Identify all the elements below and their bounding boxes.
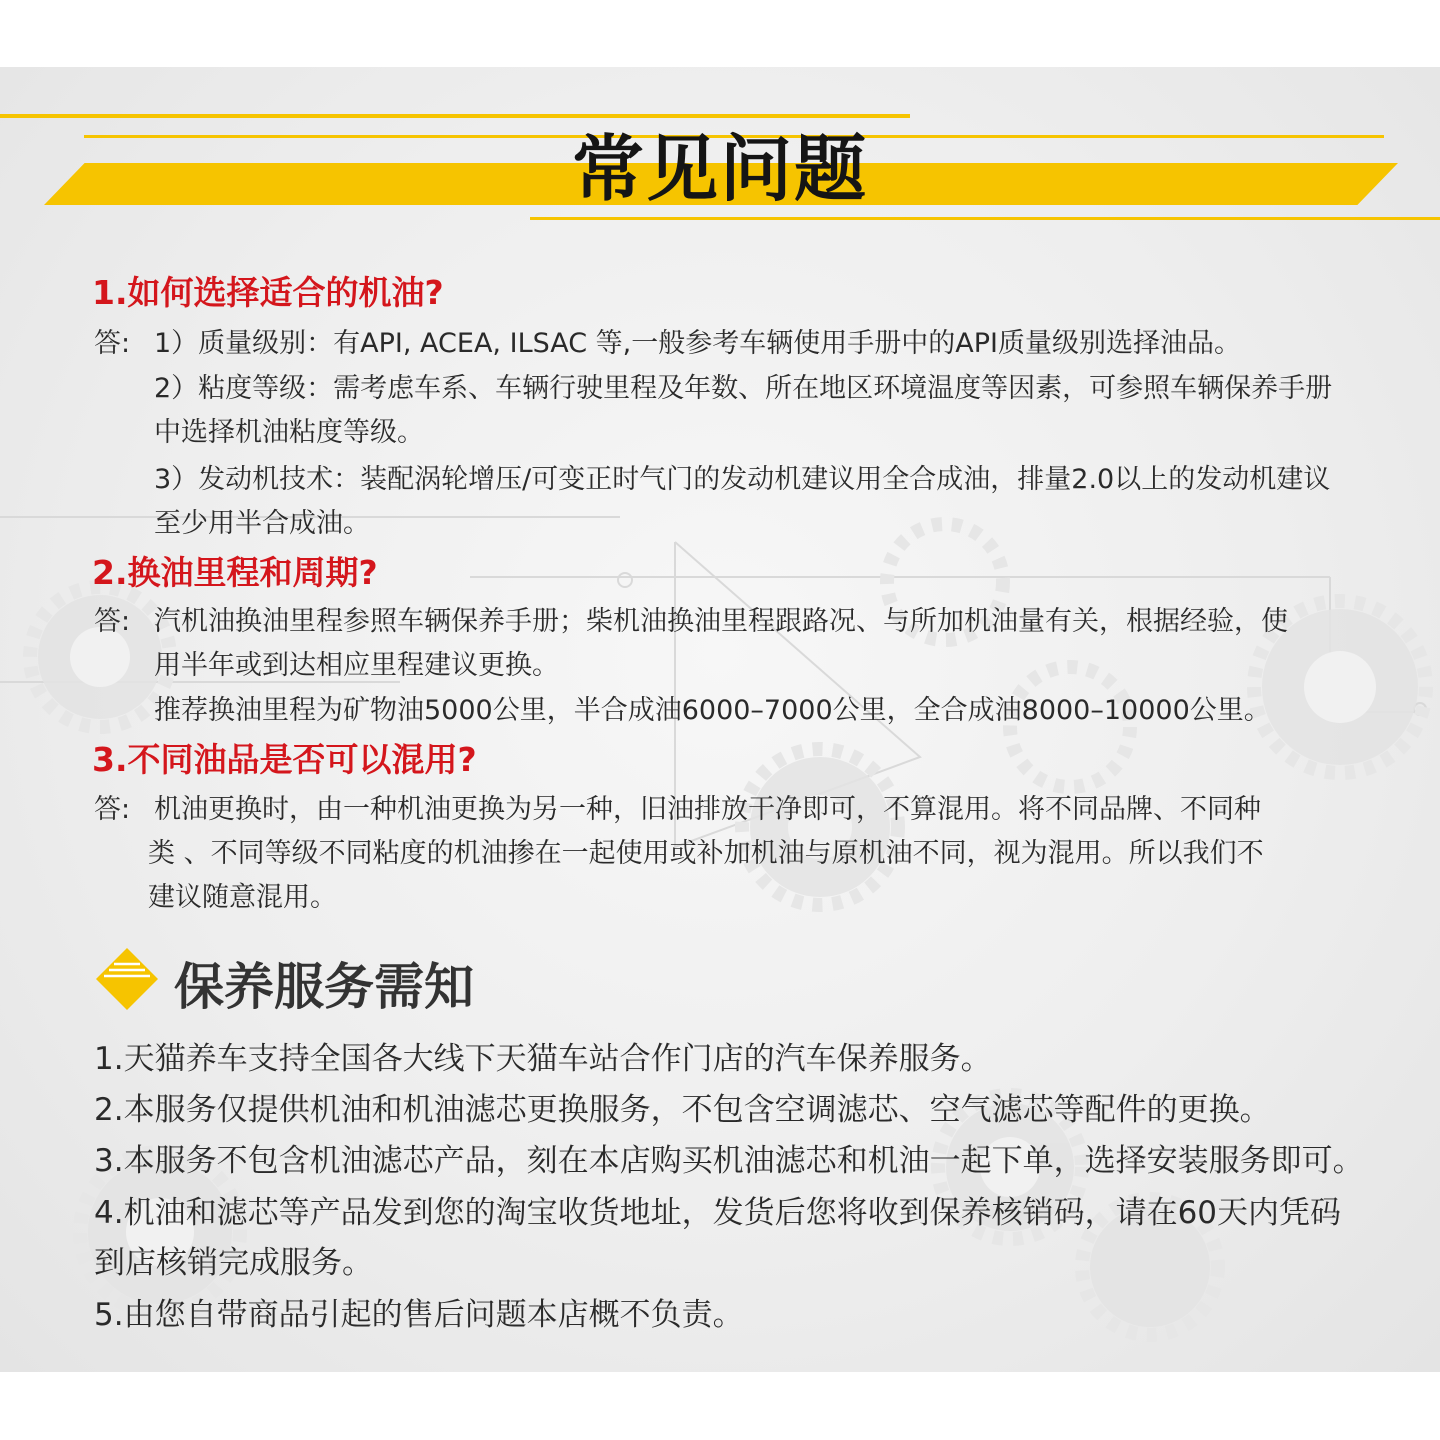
- answer-line: 至少用半合成油。: [154, 508, 370, 539]
- diamond-stripes-icon: [94, 946, 160, 1012]
- banner-top-line: [0, 114, 910, 118]
- answer-prefix-1: 答:: [94, 328, 131, 359]
- answer-prefix-3: 答:: [94, 794, 131, 825]
- answer-line: 2）粘度等级：需考虑车系、车辆行驶里程及年数、所在地区环境温度等因素，可参照车辆保养手册: [154, 373, 1333, 404]
- service-item: 3.本服务不包含机油滤芯产品，刻在本店购买机油滤芯和机油一起下单，选择安装服务即可。: [94, 1143, 1364, 1179]
- answer-line: 推荐换油里程为矿物油5000公里，半合成油6000–7000公里，全合成油8000–10000公里。: [154, 695, 1271, 726]
- service-item: 2.本服务仅提供机油和机油滤芯更换服务，不包含空调滤芯、空气滤芯等配件的更换。: [94, 1092, 1271, 1128]
- faq-panel: [0, 67, 1440, 1372]
- answer-line: 中选择机油粘度等级。: [154, 417, 424, 448]
- question-heading-3: 3.不同油品是否可以混用?: [92, 740, 477, 779]
- service-item: 5.由您自带商品引起的售后问题本店概不负责。: [94, 1297, 744, 1333]
- answer-line: 汽机油换油里程参照车辆保养手册；柴机油换油里程跟路况、与所加机油量有关，根据经验，使: [154, 606, 1288, 637]
- service-section-title: 保养服务需知: [174, 958, 474, 1016]
- question-heading-2: 2.换油里程和周期?: [92, 553, 378, 592]
- service-item: 4.机油和滤芯等产品发到您的淘宝收货地址，发货后您将收到保养核销码，请在60天内凭码: [94, 1195, 1342, 1231]
- answer-line: 1）质量级别：有API, ACEA, ILSAC 等,一般参考车辆使用手册中的API质量级别选择油品。: [154, 328, 1241, 359]
- answer-line: 类 、不同等级不同粘度的机油掺在一起使用或补加机油与原机油不同，视为混用。所以我们不: [148, 838, 1264, 869]
- answer-line: 用半年或到达相应里程建议更换。: [154, 650, 559, 681]
- question-heading-1: 1.如何选择适合的机油?: [92, 273, 444, 312]
- answer-line: 3）发动机技术：装配涡轮增压/可变正时气门的发动机建议用全合成油，排量2.0以上的发动机建议: [154, 464, 1331, 495]
- page-title: 常见问题: [571, 127, 868, 211]
- service-item: 到店核销完成服务。: [94, 1245, 373, 1281]
- service-item: 1.天猫养车支持全国各大线下天猫车站合作门店的汽车保养服务。: [94, 1041, 992, 1077]
- answer-prefix-2: 答:: [94, 606, 131, 637]
- answer-line: 建议随意混用。: [148, 882, 337, 913]
- answer-line: 机油更换时，由一种机油更换为另一种，旧油排放干净即可，不算混用。将不同品牌、不同种: [154, 794, 1261, 825]
